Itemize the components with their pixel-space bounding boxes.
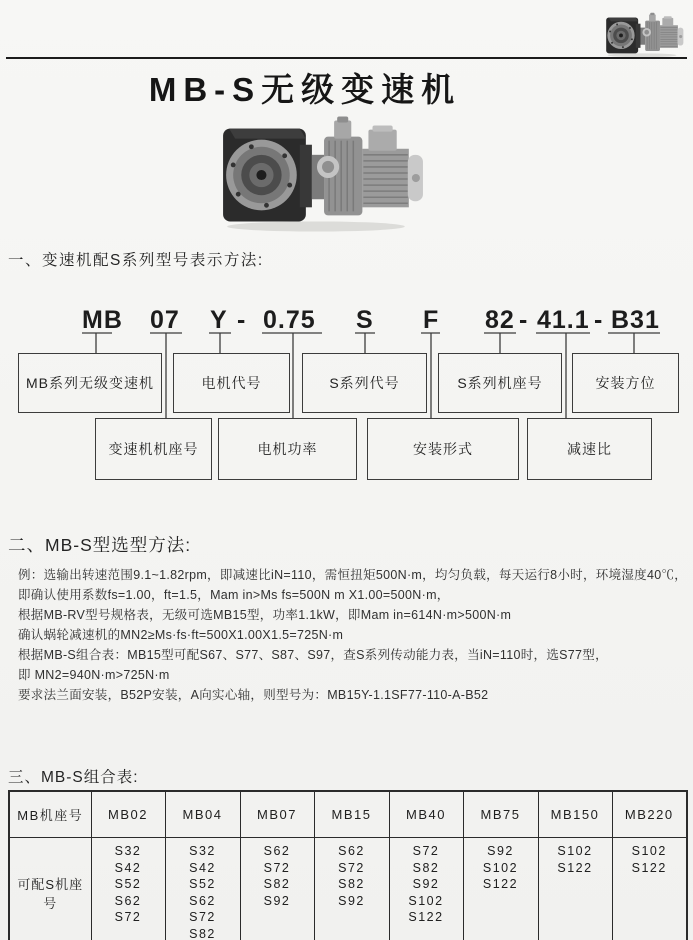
page-title: MB-S无级变速机 xyxy=(148,71,462,108)
table-body-row xyxy=(9,838,687,940)
s-frame-value: S92 xyxy=(487,844,514,858)
diagram-box-top-2: 电机代号 xyxy=(173,353,290,413)
table-cell xyxy=(91,838,165,940)
s-frame-value: S92 xyxy=(263,893,291,908)
model-code-token: B31 xyxy=(611,306,660,334)
product-thumbnail-image xyxy=(598,12,690,58)
diagram-box-bottom-2: 电机功率 xyxy=(218,418,357,480)
table-cell xyxy=(463,838,538,940)
s-frame-value: S52 xyxy=(189,877,216,891)
s-frame-value: S72 xyxy=(263,860,291,875)
table-column-header: MB02 xyxy=(91,791,165,838)
s-frame-value: S82 xyxy=(263,877,291,891)
table-row-label: 可配S机座号 xyxy=(9,838,91,940)
table-cell xyxy=(240,838,314,940)
model-code-token: 82 xyxy=(485,306,515,334)
example-line: 根据MB-S组合表：MB15型可配S67、S77、S87、S97，查S系列传动能力表，当iN=110时，选S77型， xyxy=(18,648,608,662)
selection-example-text xyxy=(18,565,686,705)
table-column-header: MB75 xyxy=(463,791,538,838)
s-frame-value: S82 xyxy=(189,926,216,940)
diagram-box-top-1: MB系列无级变速机 xyxy=(18,353,162,413)
model-code-token: MB xyxy=(82,306,123,334)
example-line: 即 MN2=940N·m>725N·m xyxy=(18,668,170,682)
product-photo-image xyxy=(215,113,427,235)
s-frame-value: S102 xyxy=(482,860,519,875)
table-column-header: MB07 xyxy=(240,791,314,838)
example-line: 即确认使用系数fs=1.00，ft=1.5，Mam in>Ms fs=500N m X1.00=500N·m， xyxy=(18,588,450,602)
example-line: 确认蜗轮减速机的MN2≥Ms·fs·ft=500X1.00X1.5=725N·m xyxy=(18,628,344,642)
example-line: 要求法兰面安装，B52P安装，A向实心轴，则型号为：MB15Y-1.1SF77-110-A-B52 xyxy=(18,688,489,702)
model-code-token: S xyxy=(356,306,374,334)
header-divider xyxy=(6,57,687,59)
table-column-header: MB04 xyxy=(165,791,240,838)
diagram-box-bottom-3: 安装形式 xyxy=(367,418,519,480)
model-code-token: - xyxy=(237,306,247,334)
s-frame-value: S102 xyxy=(631,844,667,858)
model-code-token: - xyxy=(594,306,604,334)
s-frame-value: S42 xyxy=(189,860,216,875)
s-frame-value: S122 xyxy=(557,860,593,875)
s-frame-value: S72 xyxy=(189,910,216,924)
s-frame-value: S102 xyxy=(408,893,444,908)
table-cell xyxy=(538,838,612,940)
model-code-token: 0.75 xyxy=(263,306,316,334)
model-code-token: 07 xyxy=(150,306,180,334)
table-column-header: MB40 xyxy=(389,791,463,838)
example-line: 例：选输出转速范围9.1~1.82rpm，即减速比iN=110，需恒扭矩500N·m，均匀负载，每天运行8小时，环境湿度40℃， xyxy=(18,568,688,582)
model-code-token: F xyxy=(423,306,440,334)
s-frame-value: S122 xyxy=(482,877,519,891)
s-frame-value: S32 xyxy=(189,844,216,858)
s-frame-value: S122 xyxy=(631,860,667,875)
diagram-box-top-3: S系列代号 xyxy=(302,353,427,413)
model-code-token: Y xyxy=(210,306,228,334)
s-frame-value: S72 xyxy=(114,910,142,924)
s-frame-value: S52 xyxy=(114,877,142,891)
model-code-token: 41.1 xyxy=(537,306,590,334)
table-cell xyxy=(389,838,463,940)
s-frame-value: S102 xyxy=(557,844,593,858)
section1-heading: 一、变速机配S系列型号表示方法: xyxy=(8,252,264,269)
table-column-header: MB150 xyxy=(538,791,612,838)
diagram-box-top-5: 安装方位 xyxy=(572,353,679,413)
model-code-token: - xyxy=(519,306,529,334)
example-line: 根据MB-RV型号规格表，无级可选MB15型，功率1.1kW，即Mam in=614N·m>500N·m xyxy=(18,608,512,622)
table-cell xyxy=(165,838,240,940)
s-frame-value: S62 xyxy=(189,893,216,908)
table-column-header: MB220 xyxy=(612,791,687,838)
combination-table xyxy=(8,790,688,940)
diagram-box-bottom-1: 变速机机座号 xyxy=(95,418,212,480)
diagram-box-bottom-4: 减速比 xyxy=(527,418,652,480)
s-frame-value: S42 xyxy=(114,860,142,875)
diagram-box-top-4: S系列机座号 xyxy=(438,353,562,413)
s-frame-value: S72 xyxy=(338,860,365,875)
s-frame-value: S82 xyxy=(412,860,440,875)
table-cell xyxy=(314,838,389,940)
s-frame-value: S32 xyxy=(114,844,142,858)
table-cell xyxy=(612,838,687,940)
table-header-row xyxy=(9,791,687,838)
s-frame-value: S122 xyxy=(408,910,444,924)
s-frame-value: S72 xyxy=(412,844,440,858)
s-frame-value: S62 xyxy=(114,893,142,908)
section2-heading: 二、MB-S型选型方法: xyxy=(8,535,192,555)
table-column-header: MB15 xyxy=(314,791,389,838)
table-column-header: MB机座号 xyxy=(9,791,91,838)
s-frame-value: S62 xyxy=(263,844,291,858)
s-frame-value: S92 xyxy=(338,893,365,908)
s-frame-value: S92 xyxy=(412,877,440,891)
s-frame-value: S82 xyxy=(338,877,365,891)
s-frame-value: S62 xyxy=(338,844,365,858)
section3-heading: 三、MB-S组合表: xyxy=(8,769,139,786)
